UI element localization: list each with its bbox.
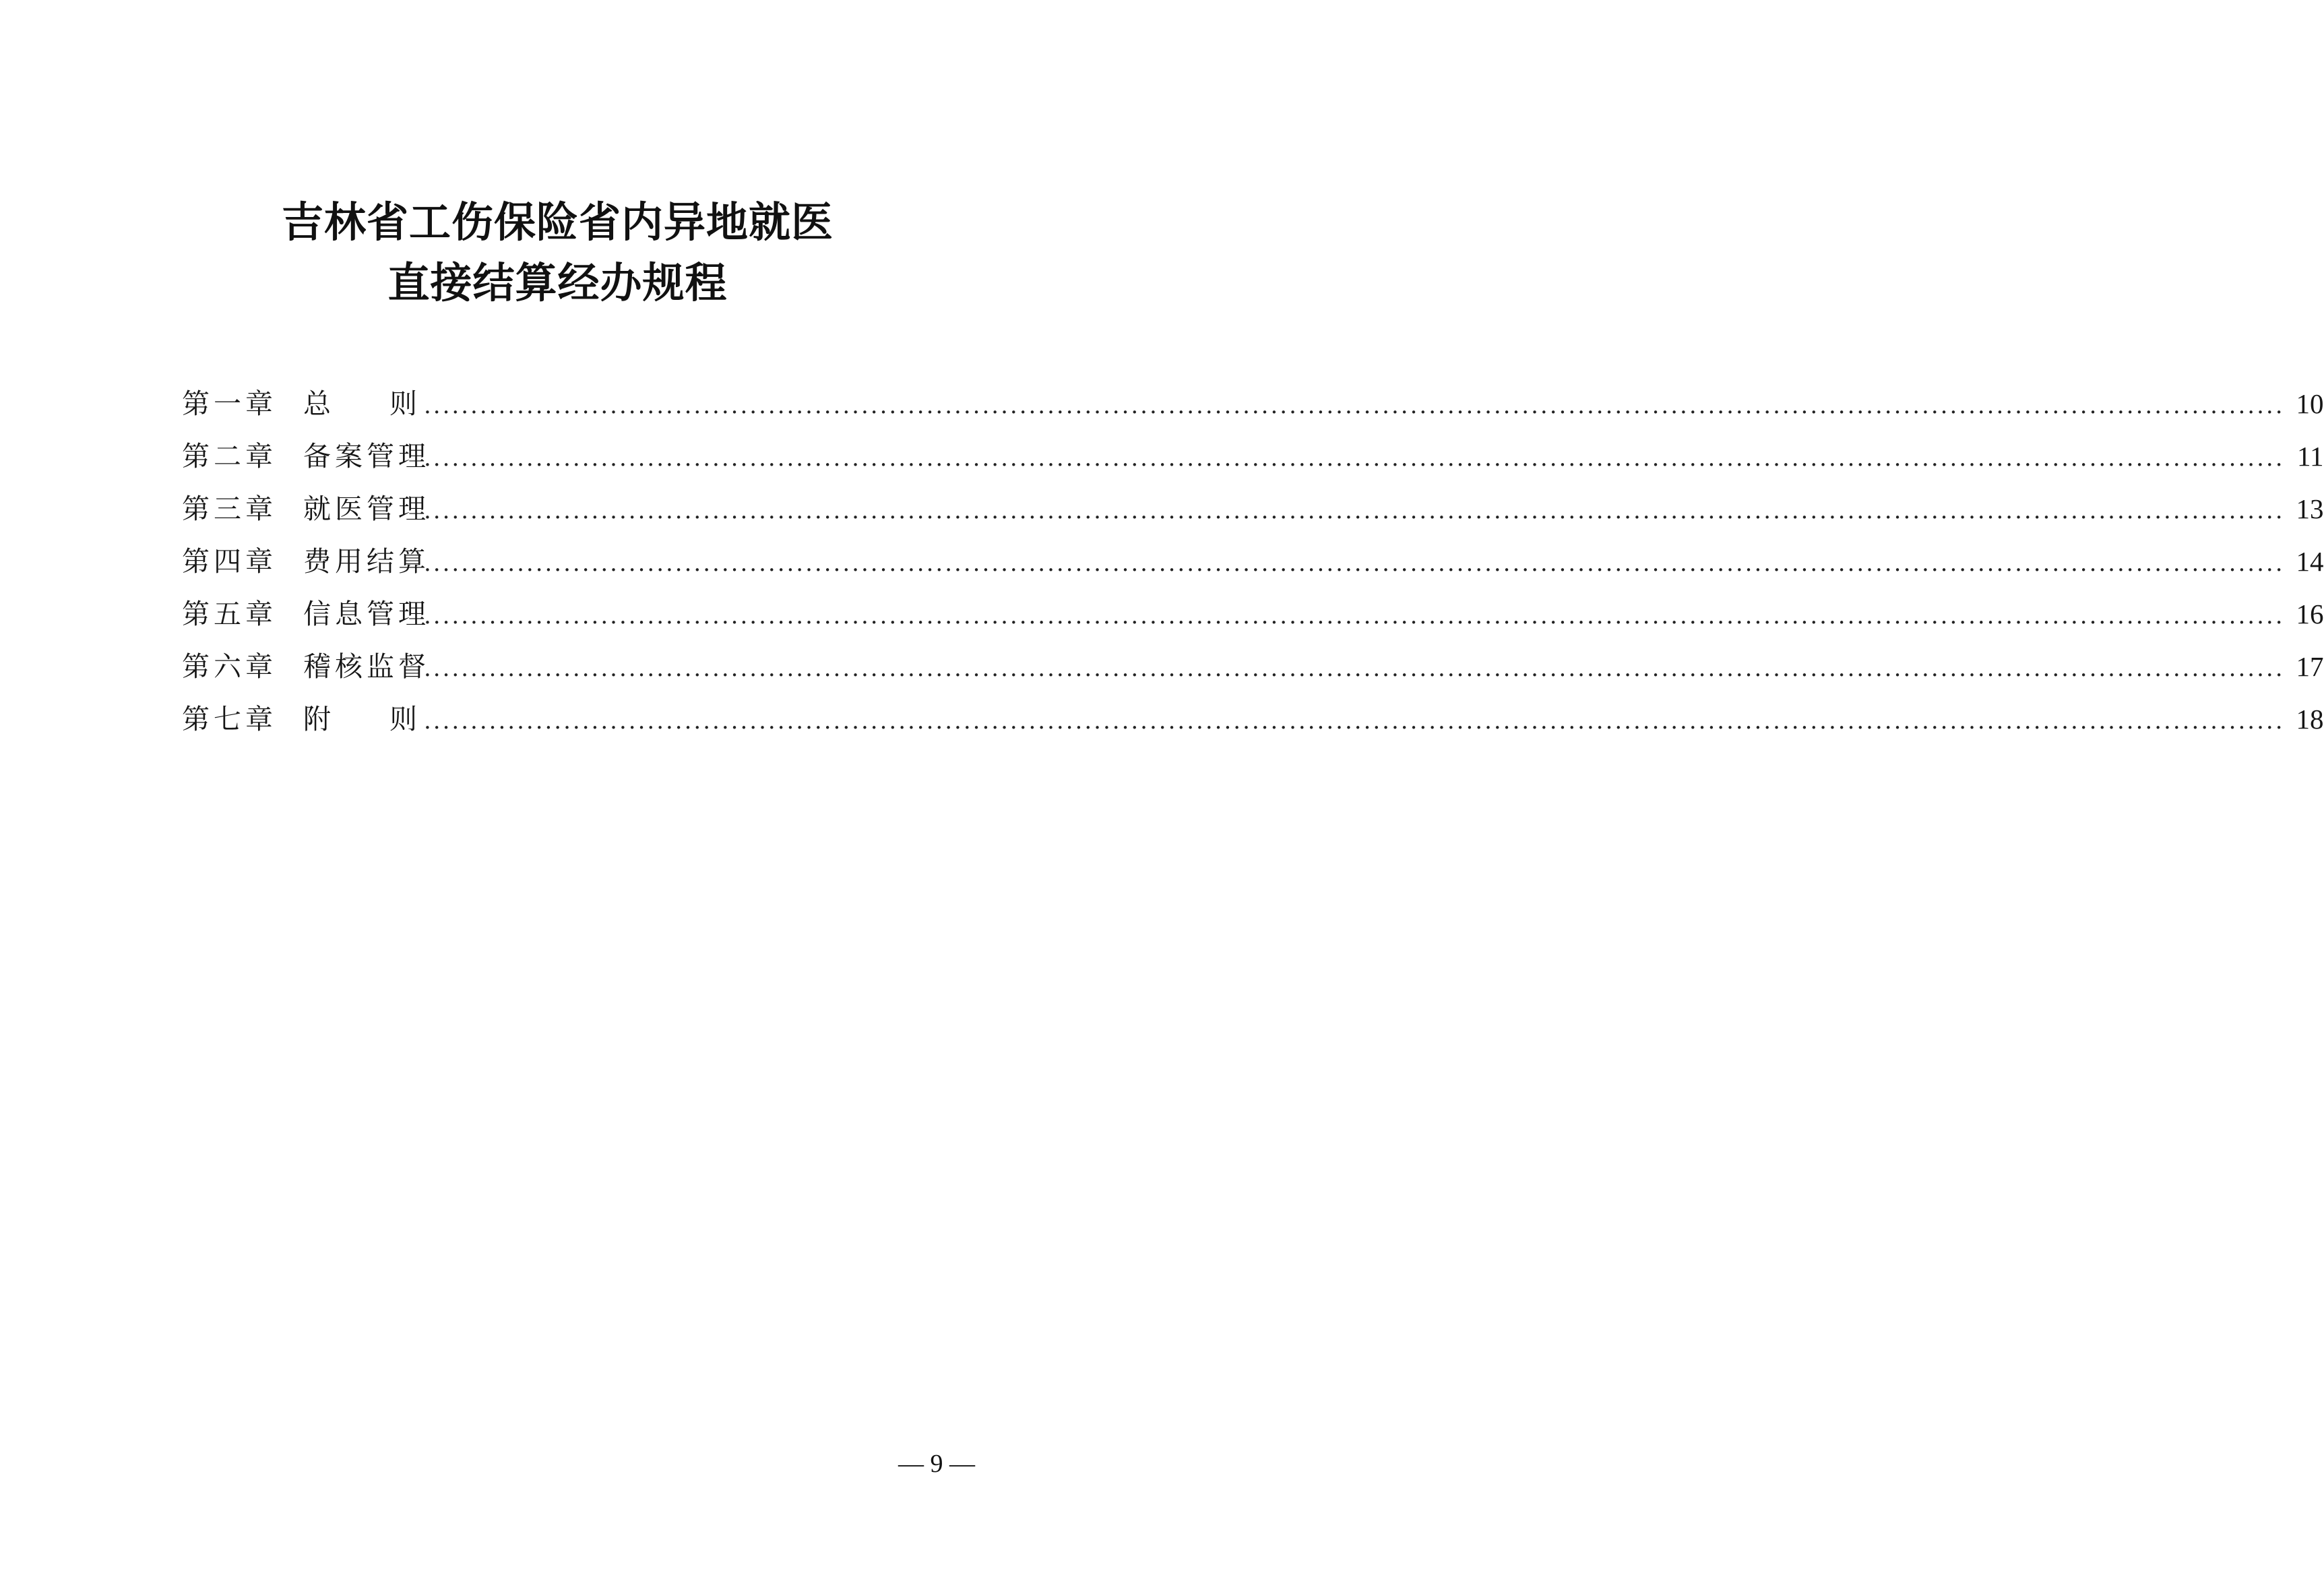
- toc-page-number: 13: [2296, 493, 2324, 524]
- toc-chapter-name: 稽核监督: [303, 650, 430, 683]
- toc-chapter-name-char: 则: [389, 703, 421, 735]
- page-number: — 9 —: [898, 1450, 975, 1478]
- toc-dot-leader: ........................................................................................................................................................................................................: [424, 497, 2285, 524]
- toc-dot-leader: ........................................................................................................................................................................................................: [424, 708, 2285, 735]
- toc-chapter-number: 第六章: [182, 650, 277, 683]
- toc-chapter-name-char: 则: [389, 388, 421, 420]
- toc-chapter-number: 第五章: [182, 598, 277, 630]
- toc-chapter-name: 信息管理: [303, 598, 430, 630]
- toc-dot-leader: ........................................................................................................................................................................................................: [424, 602, 2285, 629]
- toc-chapter-number: 第一章: [182, 388, 277, 420]
- document-title: [0, 192, 1115, 313]
- toc-page-number: 16: [2296, 598, 2324, 629]
- table-of-contents: [182, 377, 2324, 745]
- toc-page-number: 10: [2296, 388, 2324, 419]
- toc-dot-leader: ........................................................................................................................................................................................................: [424, 550, 2285, 577]
- toc-entry-2[interactable]: [182, 430, 2324, 483]
- toc-chapter-number: 第二章: [182, 440, 277, 472]
- toc-page-number: 14: [2296, 546, 2324, 577]
- toc-dot-leader: ........................................................................................................................................................................................................: [424, 445, 2285, 472]
- toc-dot-leader: ........................................................................................................................................................................................................: [424, 655, 2285, 682]
- toc-chapter-name: 费用结算: [303, 545, 430, 578]
- toc-entry-7[interactable]: [182, 693, 2324, 745]
- toc-chapter-name: 备案管理: [303, 440, 430, 472]
- toc-entry-3[interactable]: [182, 483, 2324, 535]
- toc-entry-4[interactable]: [182, 535, 2324, 588]
- toc-page-number: 11: [2297, 441, 2324, 472]
- toc-dot-leader: ........................................................................................................................................................................................................: [424, 392, 2285, 419]
- toc-chapter-number: 第四章: [182, 545, 277, 578]
- toc-entry-1[interactable]: [182, 377, 2324, 430]
- title-line-2: 直接结算经办规程: [387, 258, 728, 307]
- toc-page-number: 17: [2296, 651, 2324, 682]
- toc-chapter-name-char: 附: [303, 703, 335, 735]
- toc-chapter-number: 第七章: [182, 703, 277, 735]
- toc-entry-5[interactable]: [182, 588, 2324, 640]
- toc-chapter-name: 就医管理: [303, 493, 430, 525]
- toc-page-number: 18: [2296, 704, 2324, 735]
- toc-chapter-number: 第三章: [182, 493, 277, 525]
- toc-entry-6[interactable]: [182, 640, 2324, 693]
- toc-chapter-name: [303, 693, 421, 745]
- toc-chapter-name-char: 总: [303, 388, 335, 420]
- title-line-1: 吉林省工伤保险省内异地就医: [281, 197, 834, 247]
- toc-chapter-name: [303, 377, 421, 430]
